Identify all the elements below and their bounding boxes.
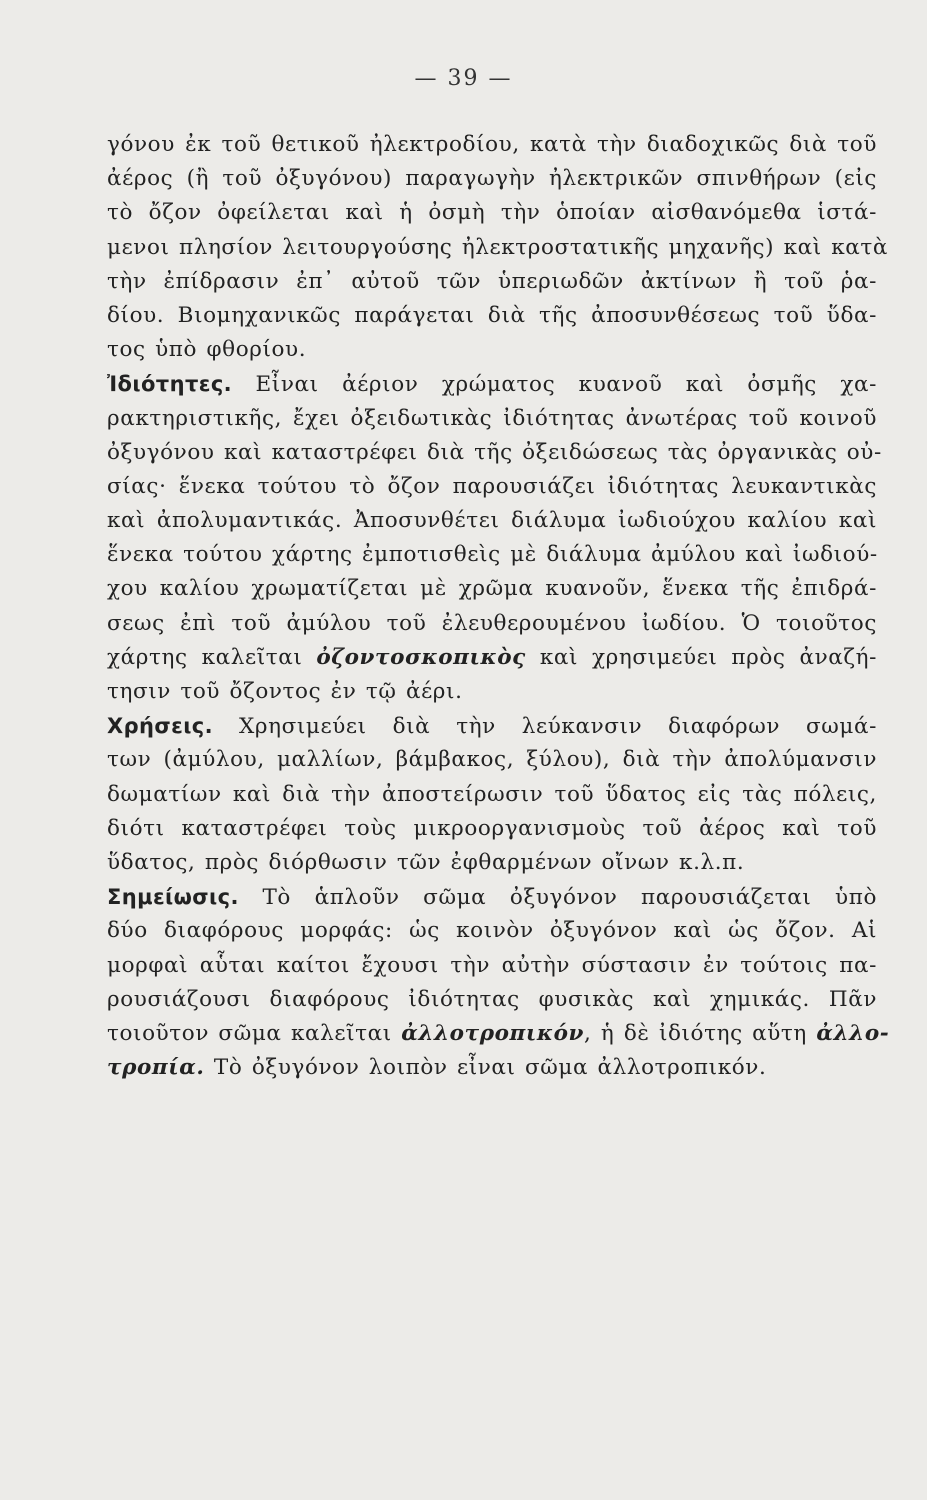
text-line: τὴν ἐπίδρασιν ἐπ᾿ αὐτοῦ τῶν ὑπεριωδῶν ἀκτίνων ἢ τοῦ ῥα-	[107, 268, 877, 294]
text-line: μενοι πλησίον λειτουργούσης ἠλεκτροστατικῆς μηχανῆς) καὶ κατὰ	[107, 234, 888, 260]
section-heading-properties: Ἰδιότητες.	[107, 372, 233, 397]
text-span: χάρτης καλεῖται	[107, 644, 317, 670]
text-line: τησιν τοῦ ὄζοντος ἐν τῷ ἀέρι.	[107, 679, 463, 704]
text-line: ὕδατος, πρὸς διόρθωσιν τῶν ἐφθαρμένων οἴνων κ.λ.π.	[107, 849, 745, 875]
section-heading-note: Σημείωσις.	[107, 885, 239, 910]
text-span: καὶ χρησιμεύει πρὸς ἀναζή-	[525, 644, 877, 670]
text-line: διότι καταστρέφει τοὺς μικροοργανισμοὺς τοῦ ἀέρος καὶ τοῦ	[107, 815, 877, 841]
text-span: τοιοῦτον σῶμα καλεῖται	[107, 1020, 402, 1046]
text-span: , ἡ δὲ ἰδιότης αὕτη	[584, 1020, 817, 1046]
section-heading-uses: Χρήσεις.	[107, 714, 214, 739]
text-span: Τὸ ὀξυγόνον λοιπὸν εἶναι σῶμα ἀλλοτροπικόν.	[204, 1055, 767, 1081]
text-line: δωματίων καὶ διὰ τὴν ἀποστείρωσιν τοῦ ὕδατος εἰς τὰς πόλεις,	[107, 781, 877, 807]
text-line: τος ὑπὸ φθορίου.	[107, 337, 307, 363]
text-span: Εἶναι ἀέριον χρώματος κυανοῦ καὶ ὀσμῆς χα-	[232, 372, 877, 398]
text-line: σεως ἐπὶ τοῦ ἀμύλου τοῦ ἐλευθερουμένου ἰωδίου. Ὁ τοιοῦτος	[107, 610, 877, 636]
text-line: γόνου ἐκ τοῦ θετικοῦ ἠλεκτροδίου, κατὰ τὴν διαδοχικῶς διὰ τοῦ	[107, 132, 877, 157]
text-line: μορφαὶ αὗται καίτοι ἔχουσι τὴν αὐτὴν σύστασιν ἐν τούτοις πα-	[107, 952, 877, 978]
term-allotropy-end: τροπία.	[107, 1055, 205, 1081]
text-line	[107, 641, 877, 675]
text-line: των (ἀμύλου, μαλλίων, βάμβακος, ξύλου), διὰ τὴν ἀπολύμανσιν	[107, 747, 877, 773]
text-line: σίας· ἕνεκα τούτου τὸ ὄζον παρουσιάζει ἰδιότητας λευκαντικὰς	[107, 473, 877, 499]
term-allotropy: ἀλλο-	[816, 1020, 890, 1046]
text-line: δύο διαφόρους μορφάς: ὡς κοινὸν ὀξυγόνον καὶ ὡς ὄζον. Αἱ	[107, 918, 877, 944]
text-span: Χρησιμεύει διὰ τὴν λεύκανσιν διαφόρων σωμά-	[213, 714, 877, 740]
text-line	[107, 1051, 877, 1085]
text-span: Τὸ ἁπλοῦν σῶμα ὀξυγόνον παρουσιάζεται ὑπὸ	[238, 885, 877, 911]
text-line: ρακτηριστικῆς, ἔχει ὀξειδωτικὰς ἰδιότητας ἀνωτέρας τοῦ κοινοῦ	[107, 405, 877, 431]
term-ozonoscopic: ὀζοντοσκοπικὸς	[316, 644, 526, 670]
page-number: — 39 —	[414, 66, 513, 91]
text-line: ἕνεκα τούτου χάρτης ἐμποτισθεὶς μὲ διάλυμα ἀμύλου καὶ ἰωδιού-	[107, 542, 878, 568]
text-line: καὶ ἀπολυμαντικάς. Ἀποσυνθέτει διάλυμα ἰωδιούχου καλίου καὶ	[107, 508, 877, 534]
text-line	[107, 880, 877, 914]
text-line: τὸ ὄζον ὀφείλεται καὶ ἡ ὀσμὴ τὴν ὁποίαν αἰσθανόμεθα ἱστά-	[107, 200, 877, 226]
text-line: χου καλίου χρωματίζεται μὲ χρῶμα κυανοῦν, ἕνεκα τῆς ἐπιδρά-	[107, 576, 877, 602]
text-line: ὀξυγόνου καὶ καταστρέφει διὰ τῆς ὀξειδώσεως τὰς ὀργανικὰς οὐ-	[107, 439, 882, 465]
text-line	[107, 1017, 890, 1051]
text-line	[107, 709, 877, 743]
text-line	[107, 367, 877, 401]
body-text	[107, 128, 890, 1085]
text-line: ρουσιάζουσι διαφόρους ἰδιότητας φυσικὰς καὶ χημικάς. Πᾶν	[107, 986, 877, 1012]
text-line: δίου. Βιομηχανικῶς παράγεται διὰ τῆς ἀποσυνθέσεως τοῦ ὕδα-	[107, 302, 877, 328]
text-line: ἀέρος (ἢ τοῦ ὀξυγόνου) παραγωγὴν ἠλεκτρικῶν σπινθήρων (εἰς	[107, 166, 877, 192]
term-allotropic: ἀλλοτροπικόν	[401, 1020, 585, 1046]
